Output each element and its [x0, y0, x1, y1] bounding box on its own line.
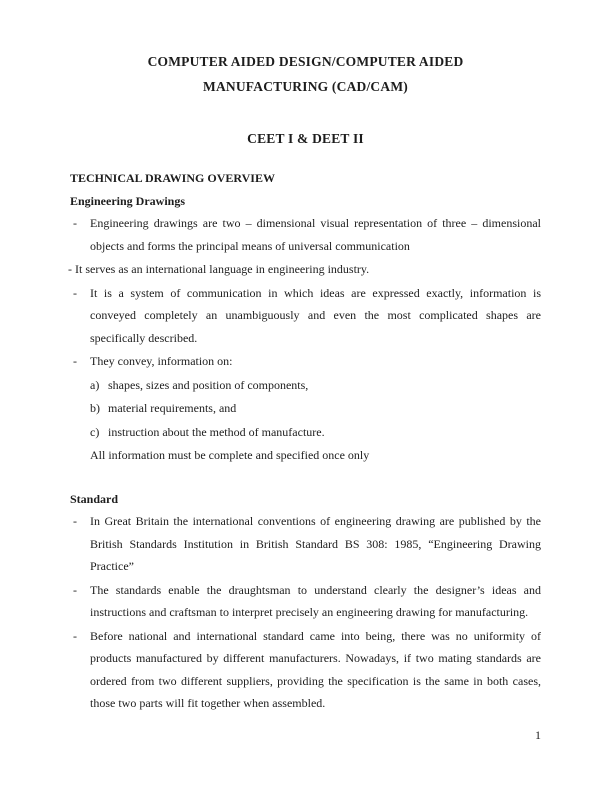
- bullet-text: Engineering drawings are two – dimensional visual representation of three – dimensional objects and forms the principal means of universal communication: [90, 216, 541, 253]
- bullet-text: It is a system of communication in which ideas are expressed exactly, information is conveyed completely an unambiguously and even the most complicated shapes are specifically described.: [90, 285, 541, 345]
- subheading-standard: Standard: [70, 491, 119, 506]
- bullet-text: Before national and international standard came into being, there was no uniformity of products manufactured by different manufacturers. Nowadays, if two mating standards are ordered from two different suppliers, providing the specification is the same in both cases, those two parts will fit together when assembled.: [90, 628, 541, 710]
- note-international-language: - It serves as an international language in engineering industry.: [68, 262, 370, 276]
- sub-item-instruction: [90, 421, 541, 444]
- sub-item-text: material requirements, and: [108, 401, 237, 415]
- dash-marker: -: [73, 628, 77, 643]
- sub-item-text: instruction about the method of manufacture.: [108, 424, 325, 439]
- sub-item-text: shapes, sizes and position of components,: [108, 377, 309, 392]
- title-line-2: MANUFACTURING (CAD/CAM): [203, 79, 408, 94]
- bullet-system-of-communication: [70, 282, 541, 350]
- bullet-text: The standards enable the draughtsman to understand clearly the designer’s ideas and instructions and craftsman to interpret precisely an engineering drawing for manufacturing.: [90, 582, 541, 619]
- bullet-text: In Great Britain the international conventions of engineering drawing are published by the British Standards Institution in British Standard BS 308: 1985, “Engineering Drawing Practice”: [90, 514, 541, 573]
- document-subtitle: CEET I & DEET II: [247, 131, 364, 146]
- letter-marker: a): [90, 377, 100, 392]
- sub-item-material: [90, 397, 541, 420]
- letter-marker: b): [90, 401, 100, 415]
- bullet-engineering-drawings: [70, 212, 541, 257]
- bullet-text: They convey, information on:: [90, 354, 233, 368]
- page-number: 1: [535, 728, 541, 742]
- title-line-1: COMPUTER AIDED DESIGN/COMPUTER AIDED: [147, 54, 464, 69]
- sub-item-shapes: [90, 374, 541, 397]
- letter-marker: c): [90, 424, 100, 439]
- dash-marker: -: [73, 354, 77, 368]
- subheading-engineering-drawings: Engineering Drawings: [70, 193, 186, 208]
- document-title: [70, 49, 541, 99]
- section-heading-technical-drawing-overview: TECHNICAL DRAWING OVERVIEW: [70, 171, 275, 185]
- bullet-before-national: [70, 625, 541, 715]
- dash-marker: -: [73, 216, 77, 230]
- dash-marker: -: [73, 514, 77, 528]
- bullet-they-convey: [70, 350, 541, 373]
- dash-marker: -: [73, 285, 77, 300]
- bullet-standards-enable: [70, 579, 541, 624]
- note-all-information: All information must be complete and specified once only: [90, 448, 370, 462]
- bullet-great-britain: [70, 510, 541, 578]
- dash-marker: -: [73, 582, 77, 597]
